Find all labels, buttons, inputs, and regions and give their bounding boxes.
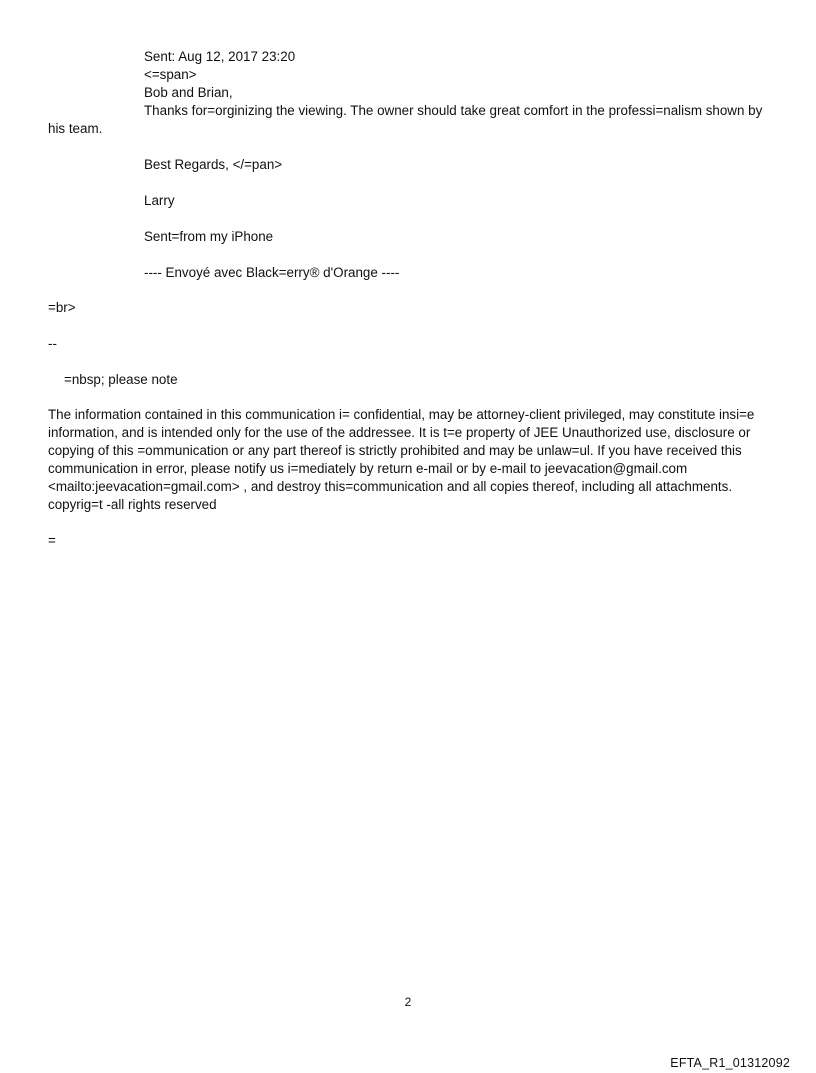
signature: Larry xyxy=(144,193,175,208)
br-artifact: =br> xyxy=(48,300,76,315)
greeting: Bob and Brian, xyxy=(144,85,233,100)
sent-from: Sent=from my iPhone xyxy=(144,229,274,244)
span-artifact: <=span> xyxy=(144,67,197,82)
nbsp-note: =nbsp; please note xyxy=(64,372,178,387)
blackberry-line: ---- Envoyé avec Black=erry® d'Orange ---- xyxy=(144,265,400,280)
dashes: -- xyxy=(48,336,57,351)
sent-line: Sent: Aug 12, 2017 23:20 xyxy=(144,49,296,64)
disclaimer-paragraph: The information contained in this communication i= confidential, may be attorney-client privileged, may constitute insi=e information, and is intended only for the use of the addressee. It is t=e property of JEE Unauthorized use, disclosure or copying of this =ommunication or any part thereof is strictly prohibited and may be unlaw=ul. If you have received this communication in error, please notify us i=mediately by return e-mail or by e-mail to jeevacation@gmail.com <mailto:jeevacation=gmail.com> , and destroy this=communication and all copies thereof, including all attachments. copyrig=t -all rights reserved xyxy=(48,407,755,512)
body-line-2: his team. xyxy=(48,121,103,136)
body-line-1: Thanks for=orginizing the viewing. The owner should take great comfort in the professi=nalism shown by xyxy=(144,103,763,118)
page-number: 2 xyxy=(404,995,412,1009)
equals-artifact: = xyxy=(48,533,56,548)
bates-number: EFTA_R1_01312092 xyxy=(670,1056,790,1070)
closing: Best Regards, </=pan> xyxy=(144,157,283,172)
